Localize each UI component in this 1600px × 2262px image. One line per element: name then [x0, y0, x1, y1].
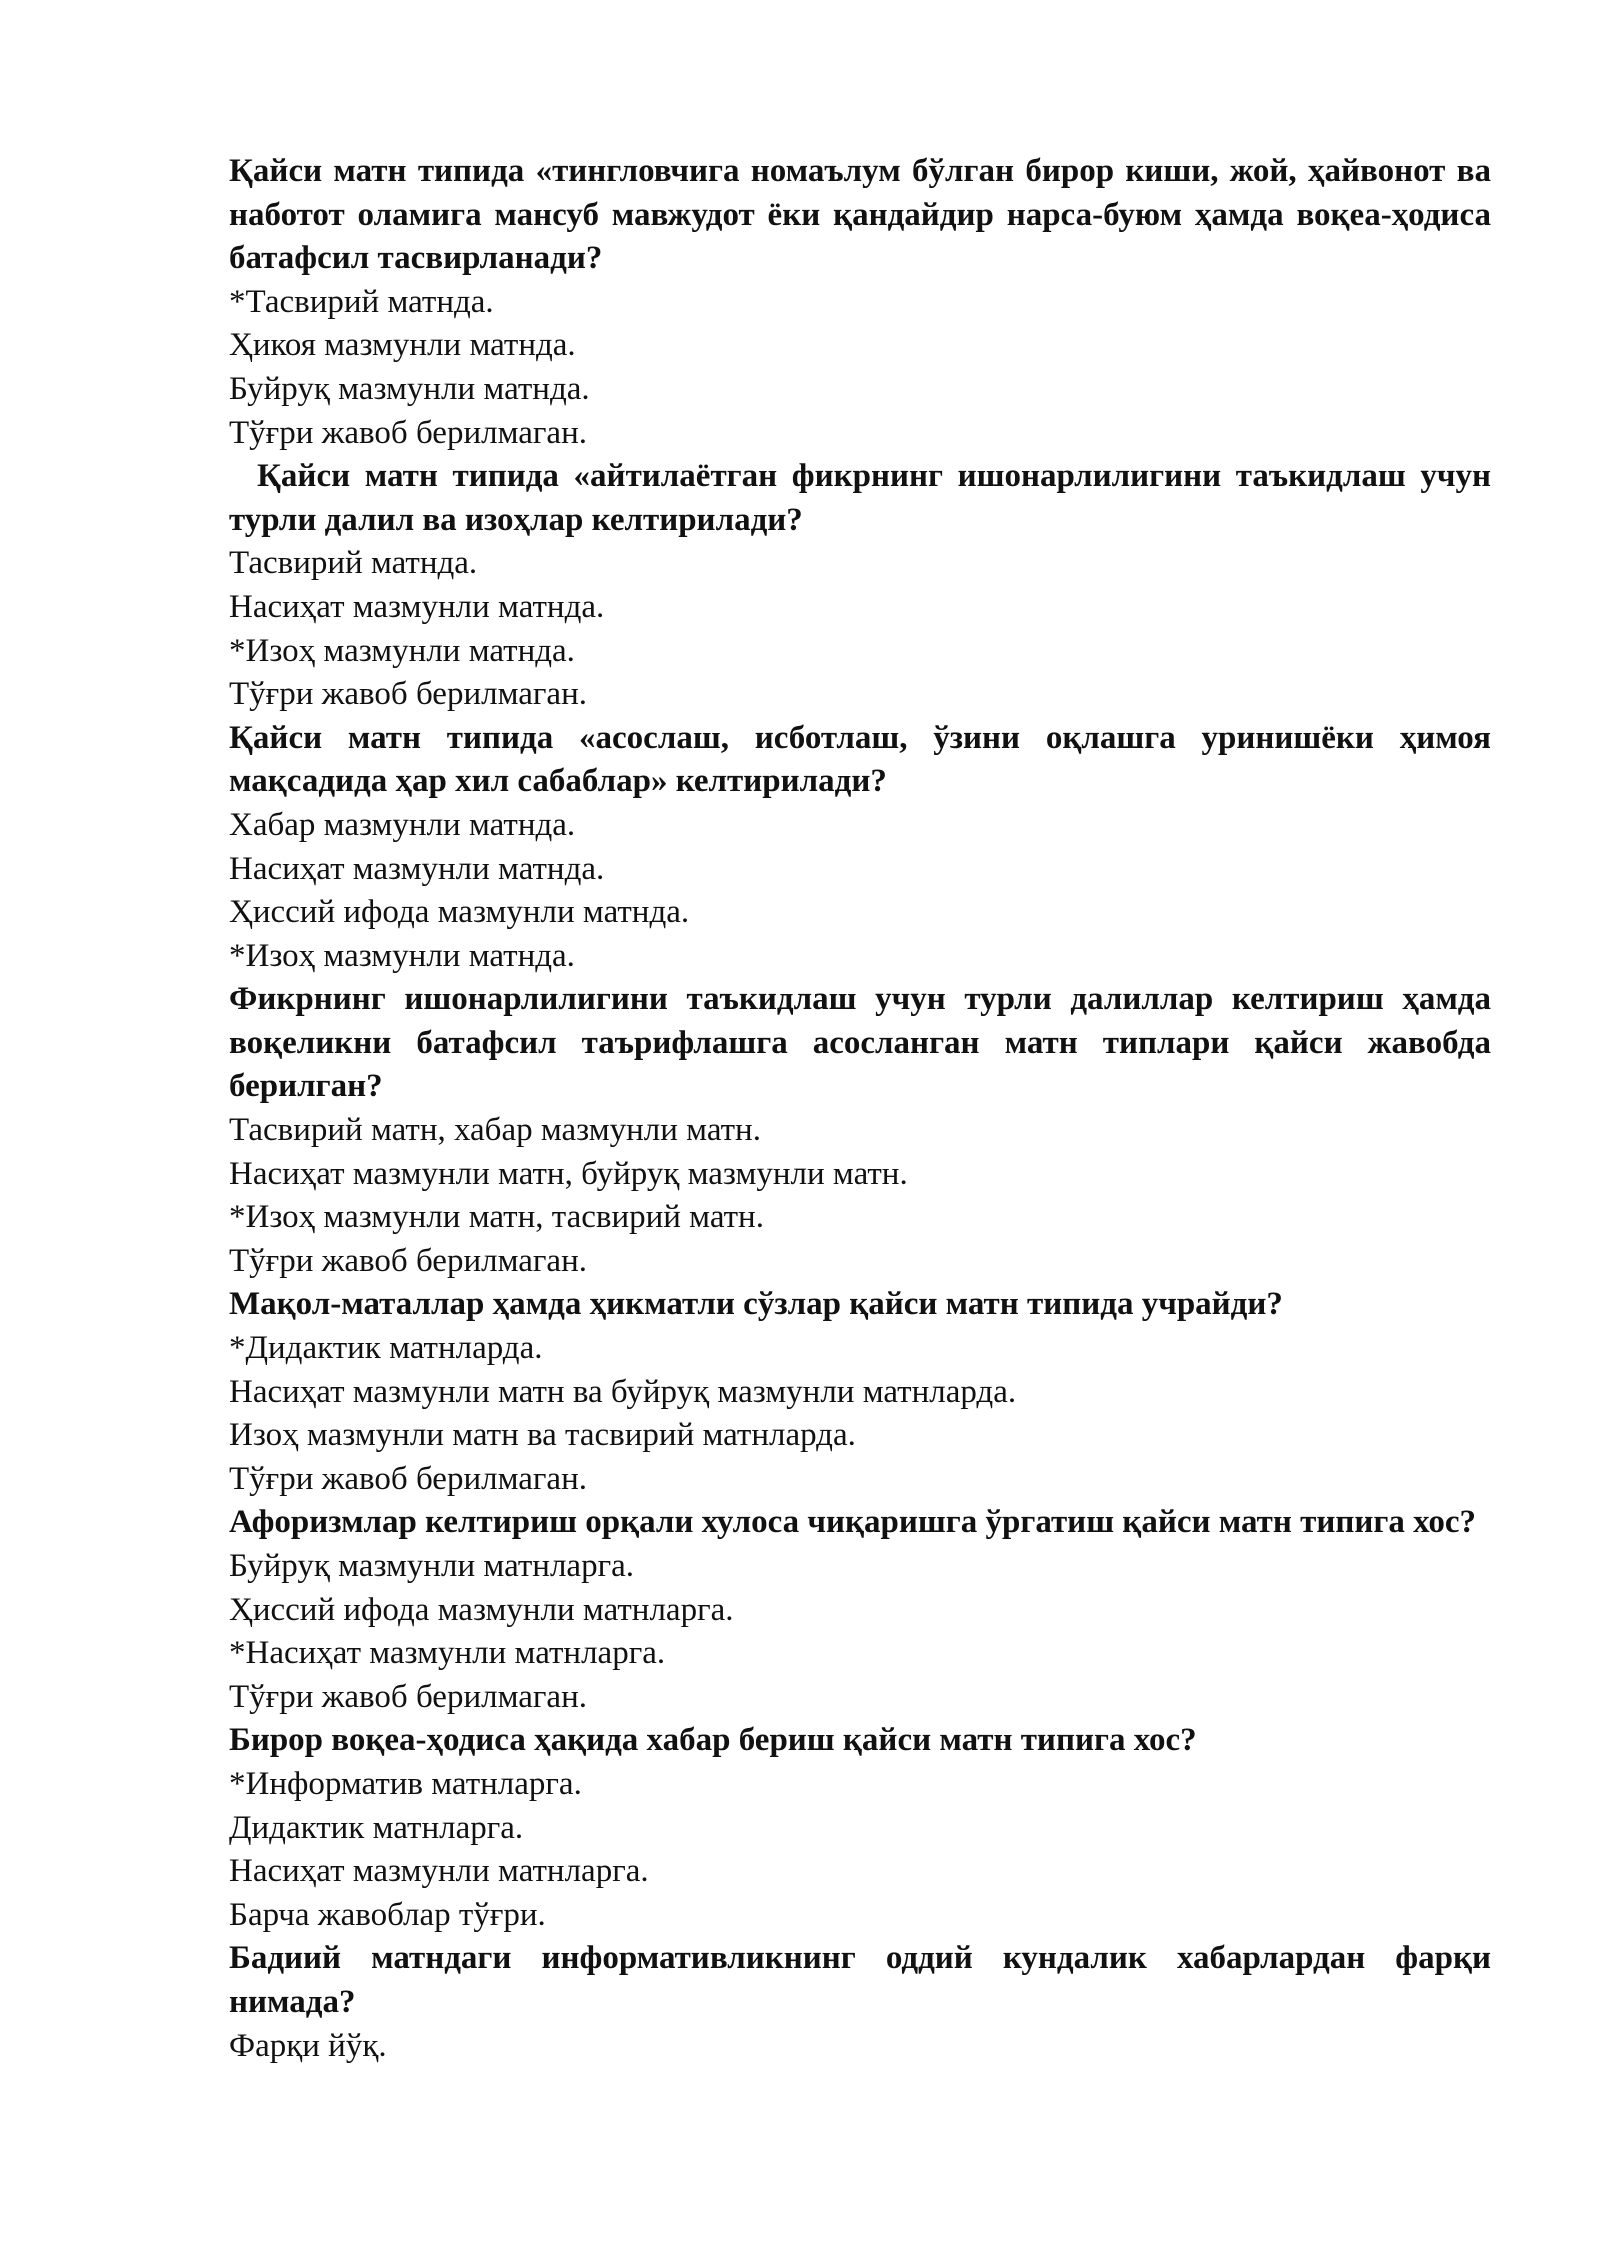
- answer-option: Тўғри жавоб берилмаган.: [229, 1242, 587, 1279]
- answer-option: Тасвирий матн, хабар мазмунли матн.: [229, 1112, 761, 1149]
- question-text: Бадиий матндаги информативликнинг оддий кундалик хабарлардан фарқи нимада?: [229, 1940, 1491, 2020]
- question-text: Мақол-маталлар ҳамда ҳикматли сўзлар қайси матн типида учрайди?: [229, 1286, 1283, 1323]
- answer-option: Насиҳат мазмунли матнларга.: [229, 1853, 649, 1890]
- answer-option: Тўғри жавоб берилмаган.: [229, 414, 587, 451]
- question-text: Бирор воқеа-ҳодиса ҳақида хабар бериш қайси матн типига хос?: [229, 1722, 1197, 1759]
- answer-option: Тўғри жавоб берилмаган.: [229, 676, 587, 713]
- question-text: Фикрнинг ишонарлилигини таъкидлаш учун турли далиллар келтириш ҳамда воқеликни батафсил таърифлашга асосланган матн типлари қайси жавобда берилган?: [229, 981, 1491, 1105]
- answer-option: *Изоҳ мазмунли матн, тасвирий матн.: [229, 1199, 764, 1236]
- answer-option: Ҳиссий ифода мазмунли матнларга.: [229, 1591, 734, 1628]
- answer-option: *Насиҳат мазмунли матнларга.: [229, 1635, 666, 1672]
- answer-option: Ҳикоя мазмунли матнда.: [229, 327, 576, 364]
- answer-option: Тасвирий матнда.: [229, 545, 478, 582]
- answer-option: Насиҳат мазмунли матнда.: [229, 850, 605, 887]
- answer-option: Дидактик матнларга.: [229, 1809, 524, 1846]
- question-text: Қайси матн типида «айтилаётган фикрнинг ишонарлилигини таъкидлаш учун турли далил ва изоҳлар келтирилади?: [229, 458, 1491, 538]
- answer-option: Хабар мазмунли матнда.: [229, 806, 576, 843]
- answer-option: *Изоҳ мазмунли матнда.: [229, 632, 575, 669]
- answer-option: Ҳиссий ифода мазмунли матнда.: [229, 894, 690, 931]
- question-text: Қайси матн типида «тингловчига номаълум бўлган бирор киши, жой, ҳайвонот ва наботот оламига мансуб мавжудот ёки қандайдир нарса-буюм ҳамда воқеа-ҳодиса батафсил тасвирланади?: [229, 153, 1491, 277]
- answer-option: Барча жавоблар тўғри.: [229, 1896, 546, 1933]
- answer-option: Фарқи йўқ.: [229, 2027, 387, 2064]
- question-text: Қайси матн типида «асослаш, исботлаш, ўзини оқлашга уринишёки ҳимоя мақсадида ҳар хил сабаблар» келтирилади?: [229, 719, 1491, 800]
- answer-option: Буйруқ мазмунли матнларга.: [229, 1548, 635, 1584]
- answer-option: Буйруқ мазмунли матнда.: [229, 370, 590, 407]
- answer-option: Тўғри жавоб берилмаган.: [229, 1460, 587, 1497]
- answer-option: *Тасвирий матнда.: [229, 283, 494, 320]
- answer-option: *Информатив матнларга.: [229, 1765, 582, 1802]
- answer-option: Тўғри жавоб берилмаган.: [229, 1678, 587, 1715]
- answer-option: Насиҳат мазмунли матнда.: [229, 588, 605, 625]
- answer-option: Насиҳат мазмунли матн, буйруқ мазмунли матн.: [229, 1155, 908, 1192]
- document-page: [229, 150, 1491, 2068]
- answer-option: *Изоҳ мазмунли матнда.: [229, 937, 575, 974]
- answer-option: Насиҳат мазмунли матн ва буйруқ мазмунли матнларда.: [229, 1373, 1017, 1410]
- question-text: Афоризмлар келтириш орқали хулоса чиқаришга ўргатиш қайси матн типига хос?: [229, 1504, 1476, 1541]
- answer-option: Изоҳ мазмунли матн ва тасвирий матнларда.: [229, 1417, 856, 1454]
- answer-option: *Дидактик матнларда.: [229, 1330, 543, 1367]
